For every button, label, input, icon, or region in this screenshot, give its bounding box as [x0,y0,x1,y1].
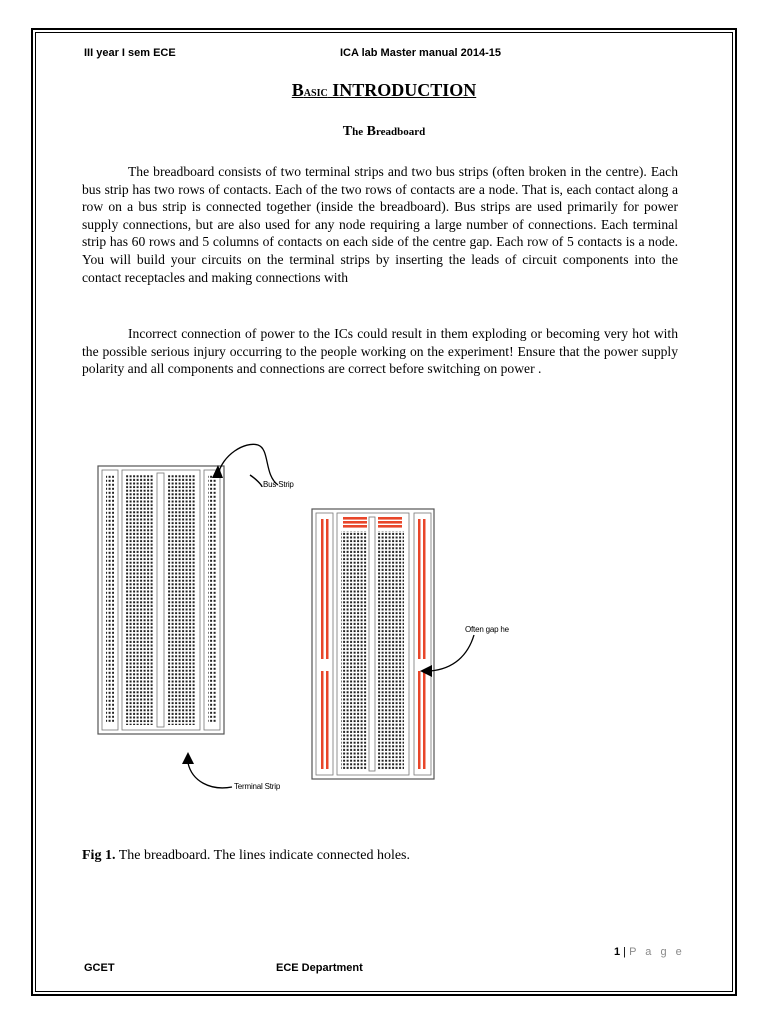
right-terminal-holes-b [378,531,404,769]
terminal-strip-arrow-curve [188,763,232,788]
section-title [0,124,768,140]
page-number-value: 1 [614,946,621,958]
left-breadboard [98,466,224,734]
bus-strip-arrow-line [250,475,262,487]
right-centre-gap [369,517,375,771]
caption-text: The breadboard. The lines indicate connected holes. [115,848,410,863]
right-breadboard [312,509,434,779]
terminal-strip-arrowhead [182,752,194,764]
bus-line-2-bottom [326,671,329,769]
left-bus-holes-1 [106,475,114,723]
gap-arrow-curve [430,635,474,671]
paragraph-breadboard: The breadboard consists of two terminal strips and two bus strips (often broken in the centre). Each bus strip has two rows of contacts. Each of the two rows of contacts are a node. That is, each contact along a row on a bus strip is connected together (inside the breadboard). Bus strips are used primarily for power supply connections, but are also used for any node requiring a large number of connections. Each terminal strip has 60 rows and 5 columns of contacts on each side of the centre gap. Each row of 5 contacts is a node. You will build your circuits on the terminal strips by inserting the leads of circuit components into the contact receptacles and making connections with [82,164,678,285]
footer-left: GCET [84,962,115,974]
bus-line-4-top [423,519,426,659]
left-bus-holes-2 [208,475,216,723]
page-number [614,946,685,958]
right-bus-strip-1 [316,513,333,775]
terminal-row-line-2a [343,521,367,524]
right-terminal-holes-a [341,531,367,769]
label-bus-strip: Bus Strip [263,480,294,489]
page-word: P a g e [629,946,685,958]
page-separator: | [620,946,630,958]
left-terminal-holes-b [168,475,196,725]
right-bus-strip-2 [414,513,431,775]
title-rest: INTRODUCTION [327,80,477,100]
caption-label: Fig 1. [82,848,116,863]
terminal-row-line-3a [343,525,367,528]
bus-line-1-bottom [321,671,324,769]
header-center: ICA lab Master manual 2014-15 [340,47,501,59]
subtitle-small-caps-2: readboard [375,126,426,138]
subtitle-letter-1: T [342,124,353,139]
bus-line-3-bottom [418,671,421,769]
paragraph-warning: Incorrect connection of power to the ICs could result in them exploding or becoming very hot with the possible serious injury occurring to the people working on the experiment! Ensure that the power supply polarity and all components and connections are correct before switching on power . [82,326,678,377]
bus-strip-arrow-curve [218,444,278,485]
terminal-row-line-3b [378,525,402,528]
footer-center: ECE Department [276,962,363,974]
breadboard-figure [80,435,560,820]
figure-caption [82,848,410,864]
subtitle-small-caps-1: he [352,126,364,138]
left-centre-gap [157,473,164,727]
title-small-caps: asic [303,85,328,100]
subtitle-letter-2: B [366,124,376,139]
left-terminal-holes-a [126,475,154,725]
page-title [0,80,768,101]
bus-line-1-top [321,519,324,659]
terminal-row-line-2b [378,521,402,524]
bus-line-2-top [326,519,329,659]
bus-line-3-top [418,519,421,659]
header-left: III year I sem ECE [84,47,176,59]
label-terminal-strip: Terminal Strip [234,782,281,791]
bus-line-4-bottom [423,671,426,769]
terminal-row-line-1b [378,517,402,520]
terminal-row-line-1a [343,517,367,520]
label-gap: Often gap he [465,625,509,634]
title-first-letter: B [291,80,304,100]
